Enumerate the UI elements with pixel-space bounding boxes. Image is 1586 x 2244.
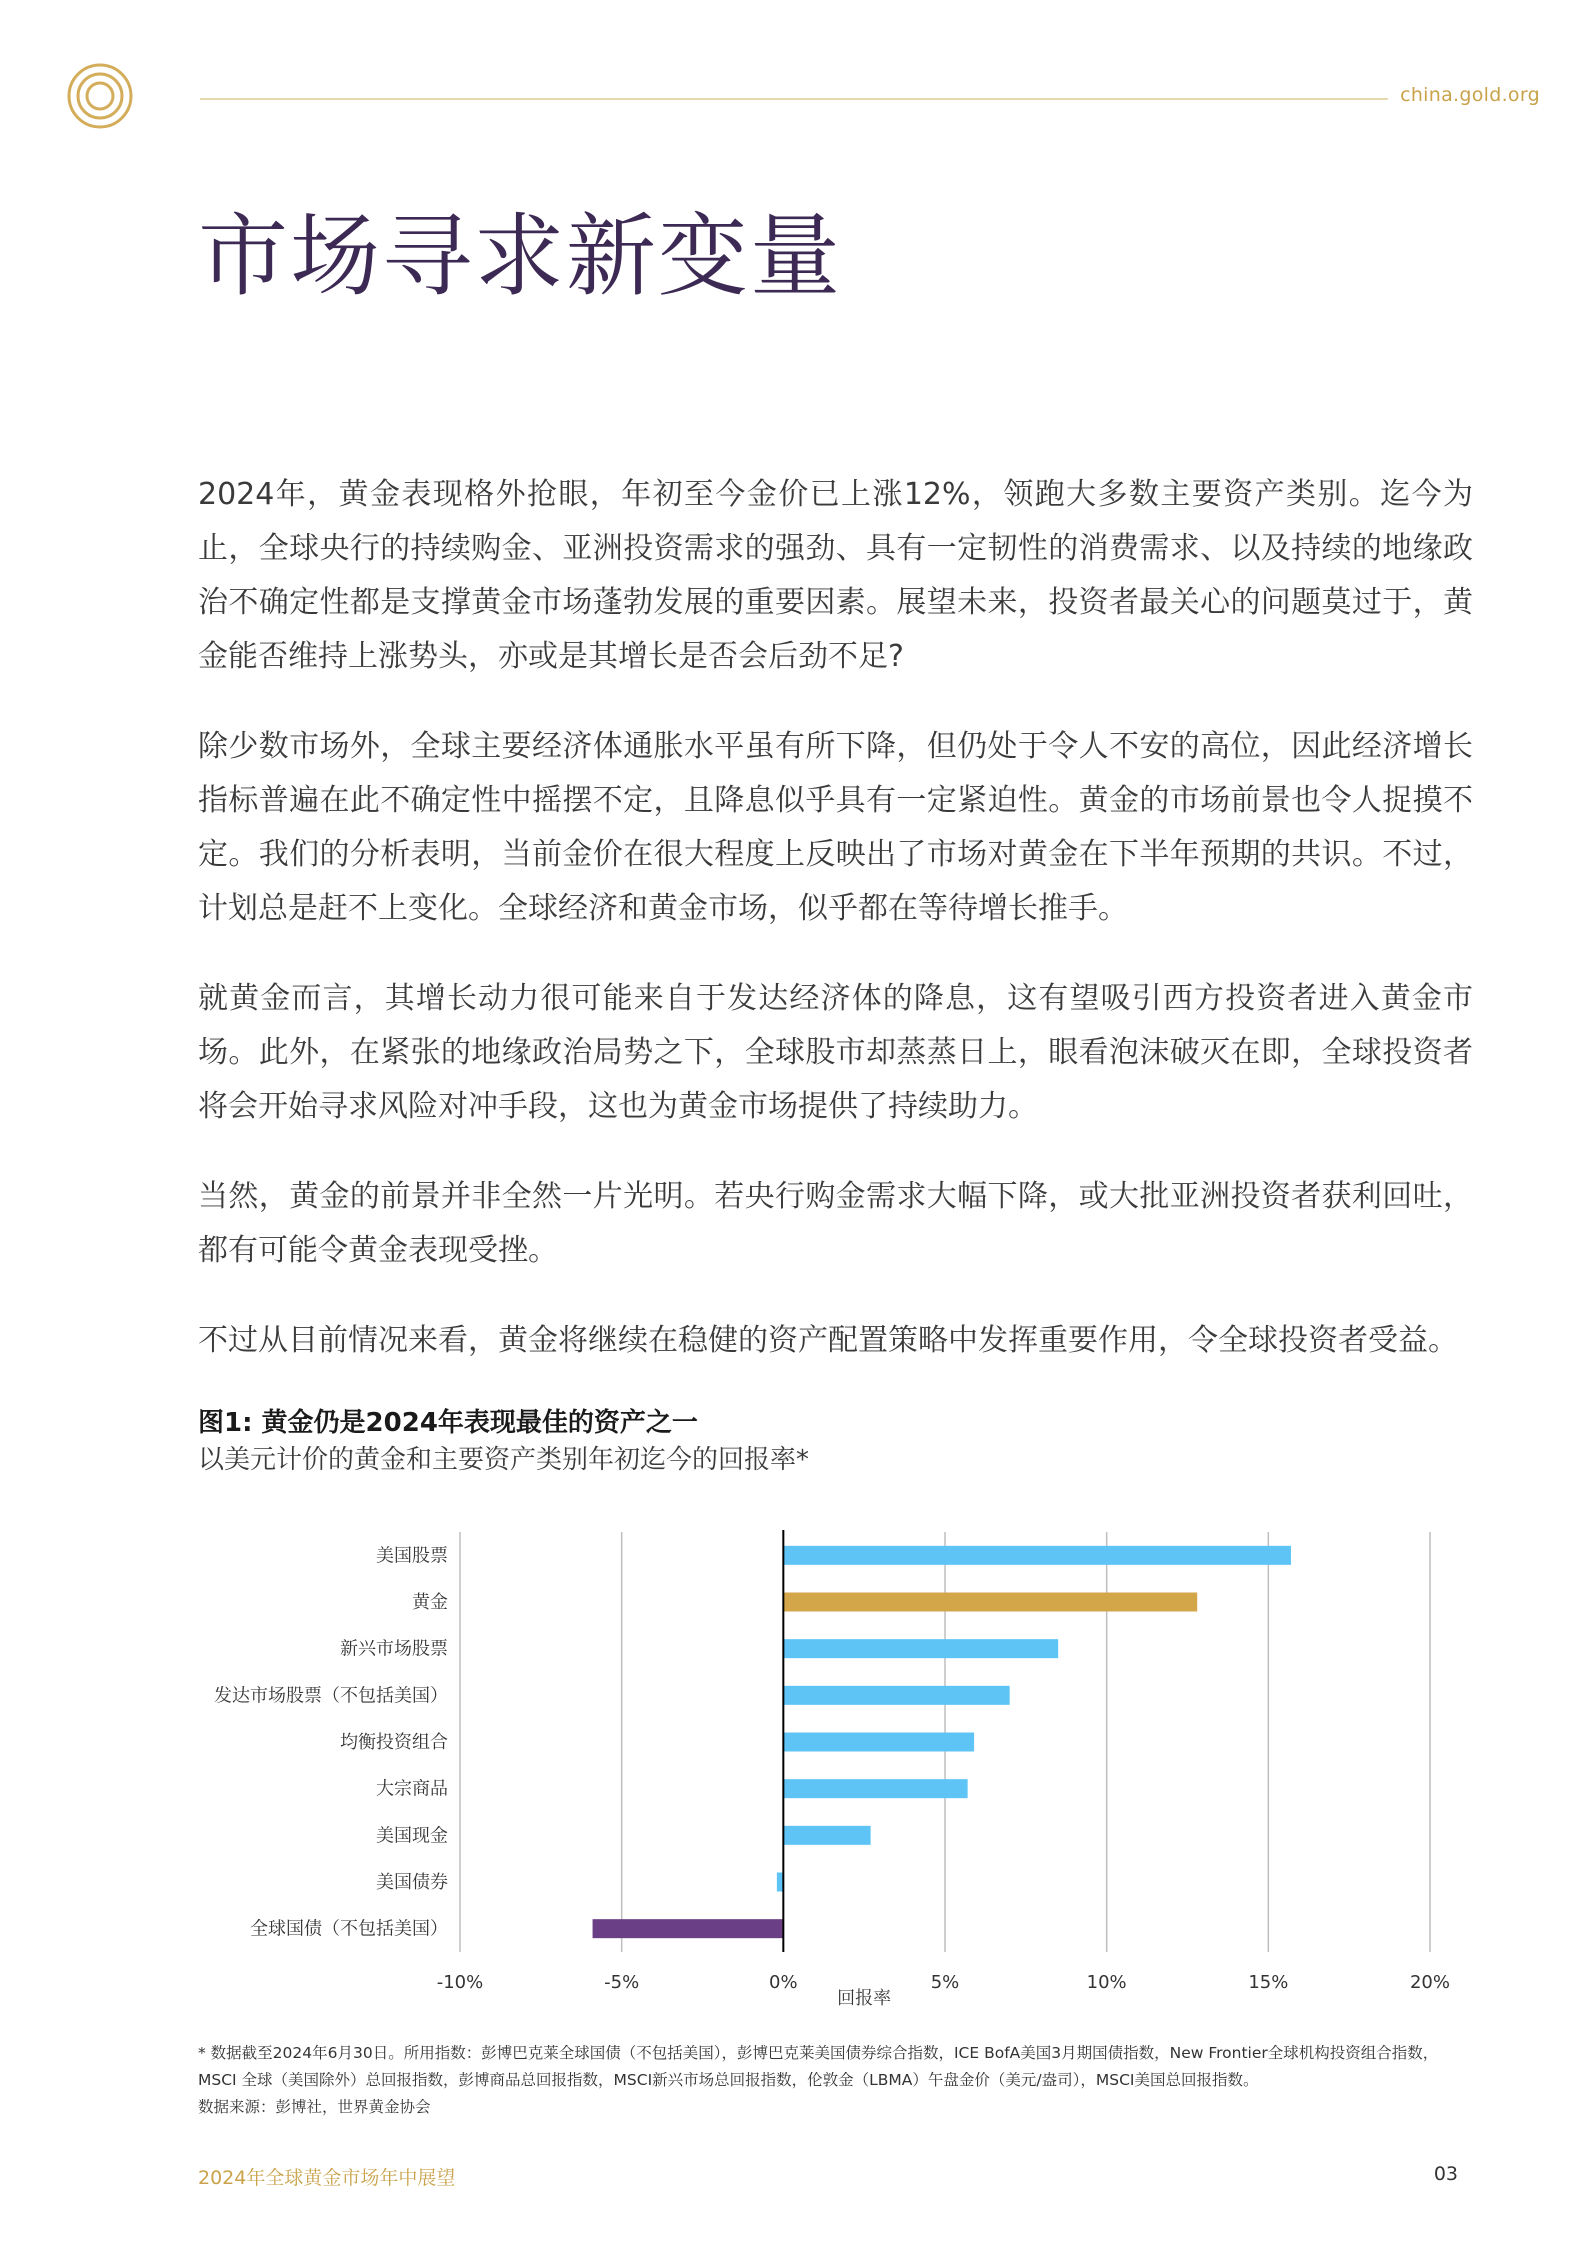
page-title: 市场寻求新变量 (198, 204, 842, 309)
page-number: 03 (1433, 2163, 1458, 2185)
footer-report-title: 2024年全球黄金市场年中展望 (198, 2167, 456, 2189)
bar-2 (783, 1639, 1058, 1658)
chart-footnote: * 数据截至2024年6月30日。所用指数：彭博巴克莱全球国债（不包括美国），彭博巴克莱美国债券综合指数，ICE BofA美国3月期国债指数，New Frontier全球机构投资组合指数，MSCI 全球（美国除外）总回报指数，彭博商品总回报指数，MSCI新兴市场总回报指数，伦敦金（LBMA）午盘金价（美元/盎司），MSCI美国总回报指数。 (198, 2044, 1439, 2089)
category-label: 美国现金 (376, 1825, 448, 1847)
chart-category-labels (214, 1545, 448, 1939)
x-tick-label: 5% (930, 1972, 960, 1993)
chart-subtitle: 以美元计价的黄金和主要资产类别年初迄今的回报率* (198, 1445, 810, 1475)
chart-title: 图1: 黄金仍是2024年表现最佳的资产之一 (198, 1408, 698, 1438)
category-label: 美国股票 (376, 1545, 448, 1567)
category-label: 美国债券 (376, 1872, 448, 1893)
bar-1 (783, 1593, 1197, 1612)
chart-x-ticks (437, 1972, 1450, 1993)
x-tick-label: -5% (604, 1972, 640, 1993)
chart-notes (198, 2040, 1470, 2121)
bar-4 (783, 1733, 974, 1752)
category-label: 黄金 (412, 1592, 448, 1613)
body-text (198, 468, 1473, 1404)
body-paragraph-2: 除少数市场外，全球主要经济体通胀水平虽有所下降，但仍处于令人不安的高位，因此经济增长指标普遍在此不确定性中摇摆不定，且降息似乎具有一定紧迫性。黄金的市场前景也令人捉摸不定。我们的分析表明，当前金价在很大程度上反映出了市场对黄金在下半年预期的共识。不过，计划总是赶不上变化。全球经济和黄金市场，似乎都在等待增长推手。 (198, 729, 1473, 926)
chart-bars (593, 1546, 1291, 1938)
x-tick-label: 0% (769, 1972, 798, 1993)
x-tick-label: 20% (1409, 1972, 1451, 1993)
category-label: 大宗商品 (376, 1778, 448, 1800)
category-label: 发达市场股票（不包括美国） (214, 1685, 448, 1707)
bar-6 (783, 1826, 870, 1845)
site-url-link[interactable]: china.gold.org (1400, 84, 1540, 106)
gold-rings-logo-icon (66, 62, 134, 130)
x-tick-label: 10% (1086, 1972, 1127, 1993)
header-divider (200, 98, 1388, 100)
body-paragraph-3: 就黄金而言，其增长动力很可能来自于发达经济体的降息，这有望吸引西方投资者进入黄金市场。此外，在紧张的地缘政治局势之下，全球股市却蒸蒸日上，眼看泡沫破灭在即，全球投资者将会开始寻求风险对冲手段，这也为黄金市场提供了持续助力。 (198, 981, 1473, 1124)
chart-heading (198, 1405, 1473, 1479)
category-label: 均衡投资组合 (340, 1732, 448, 1753)
category-label: 全球国债（不包括美国） (250, 1918, 448, 1940)
body-paragraph-5: 不过从目前情况来看，黄金将继续在稳健的资产配置策略中发挥重要作用，令全球投资者受益。 (198, 1323, 1458, 1358)
category-label: 新兴市场股票 (340, 1638, 448, 1660)
x-tick-label: 15% (1248, 1972, 1289, 1993)
body-paragraph-1: 2024年，黄金表现格外抢眼，年初至今金价已上涨12%，领跑大多数主要资产类别。迄今为止，全球央行的持续购金、亚洲投资需求的强劲、具有一定韧性的消费需求、以及持续的地缘政治不确定性都是支撑黄金市场蓬勃发展的重要因素。展望未来，投资者最关心的问题莫过于，黄金能否维持上涨势头，亦或是其增长是否会后劲不足? (198, 477, 1473, 674)
bar-0 (783, 1546, 1291, 1565)
body-paragraph-4: 当然，黄金的前景并非全然一片光明。若央行购金需求大幅下降，或大批亚洲投资者获利回吐，都有可能令黄金表现受挫。 (198, 1179, 1473, 1268)
bar-3 (783, 1686, 1009, 1705)
returns-bar-chart (0, 1520, 1586, 2009)
bar-8 (593, 1919, 784, 1938)
x-tick-label: -10% (436, 1972, 484, 1993)
chart-x-axis-label: 回报率 (837, 1988, 892, 2009)
bar-5 (783, 1779, 967, 1798)
chart-source: 数据来源：彭博社，世界黄金协会 (198, 2098, 431, 2116)
